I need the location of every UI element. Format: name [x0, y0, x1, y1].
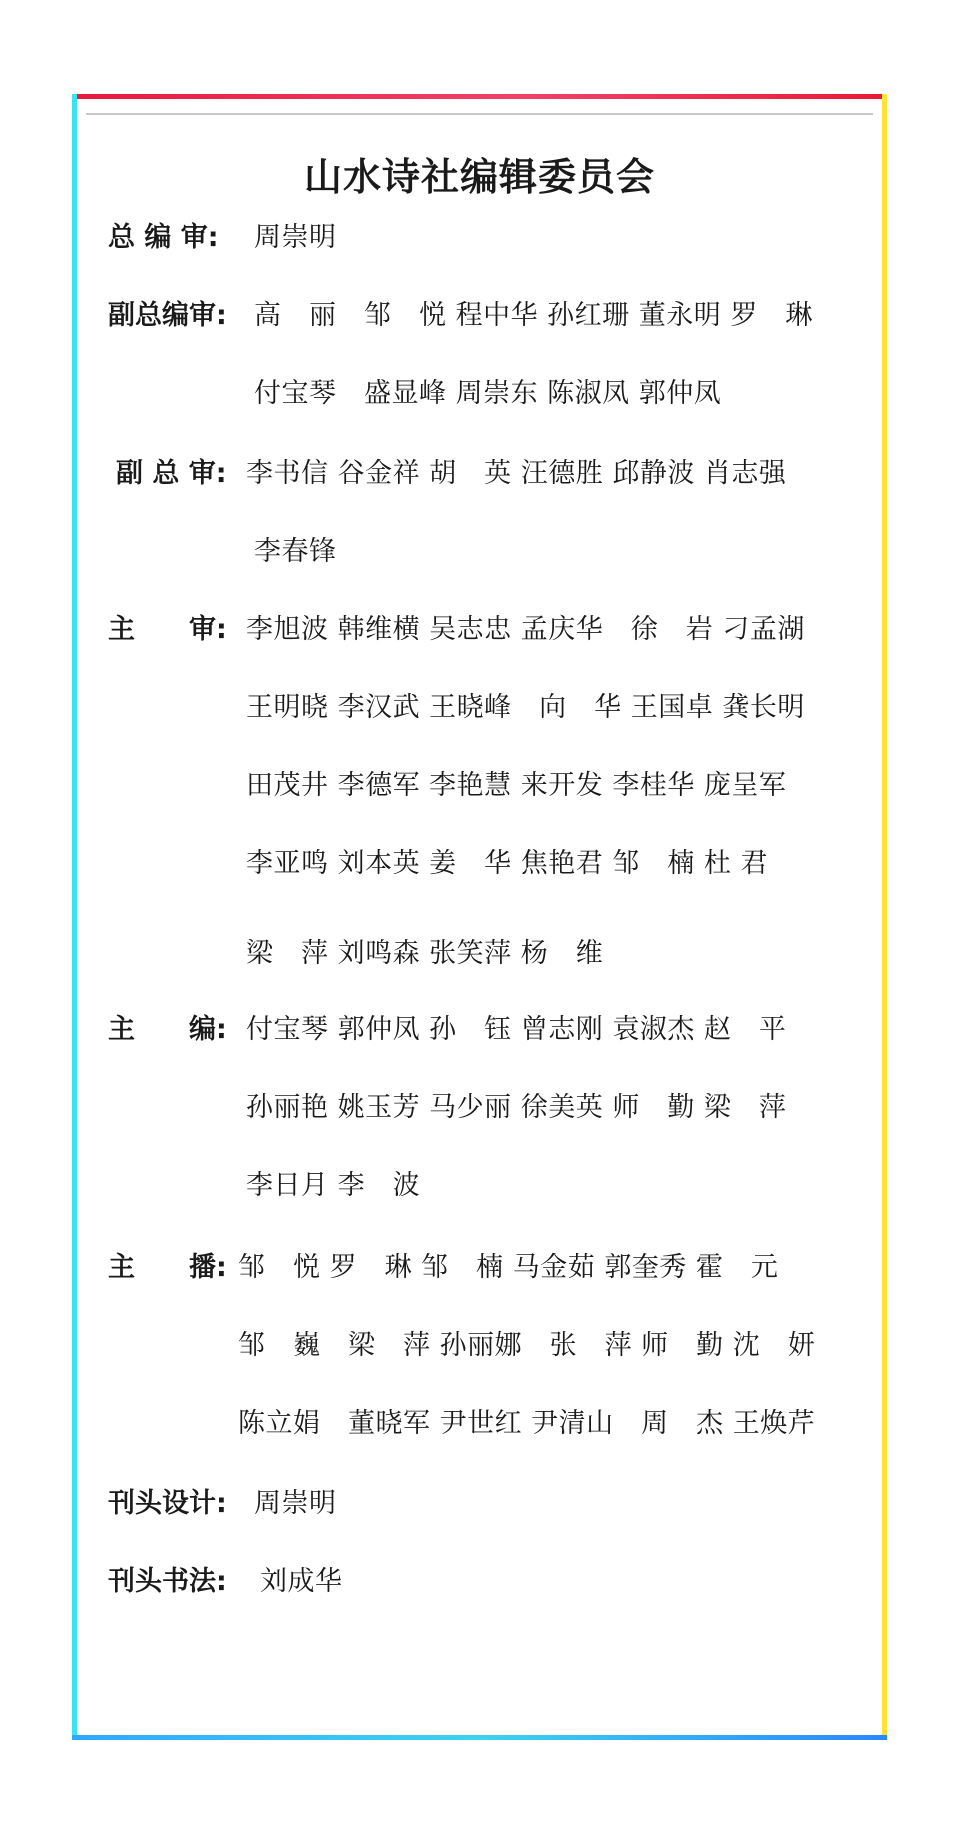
frame-border-bottom [72, 1735, 887, 1740]
frame-border-right [882, 94, 887, 1740]
name-line: 李书信 谷金祥 胡 英 汪德胜 邱静波 肖志强 [246, 458, 787, 489]
page-frame [72, 94, 887, 1740]
section-label: 刊头设计: [108, 1488, 227, 1519]
name-line: 周崇明 [254, 222, 337, 253]
name-line: 李亚鸣 刘本英 姜 华 焦艳君 邹 楠 杜 君 [246, 848, 768, 879]
name-line: 孙丽艳 姚玉芳 马少丽 徐美英 师 勤 梁 萍 [246, 1092, 787, 1123]
frame-border-left [72, 94, 77, 1740]
section-label: 主 播: [108, 1252, 227, 1283]
name-line: 付宝琴 郭仲凤 孙 钰 曾志刚 袁淑杰 赵 平 [246, 1014, 787, 1045]
name-line: 陈立娟 董晓军 尹世红 尹清山 周 杰 王焕芹 [238, 1408, 816, 1439]
section-label: 总 编 审: [108, 222, 219, 253]
name-line: 周崇明 [254, 1488, 337, 1519]
name-line: 田茂井 李德军 李艳慧 来开发 李桂华 庞呈军 [246, 770, 787, 801]
section-label: 刊头书法: [108, 1566, 227, 1597]
name-line: 邹 巍 梁 萍 孙丽娜 张 萍 师 勤 沈 妍 [238, 1330, 816, 1361]
section-label: 主 编: [108, 1014, 227, 1045]
name-line: 付宝琴 盛显峰 周崇东 陈淑凤 郭仲凤 [254, 378, 722, 409]
name-line: 王明晓 李汉武 王晓峰 向 华 王国卓 龚长明 [246, 692, 805, 723]
name-line: 邹 悦 罗 琳 邹 楠 马金茹 郭奎秀 霍 元 [238, 1252, 779, 1283]
name-line: 李日月 李 波 [246, 1170, 421, 1201]
top-divider [86, 113, 873, 115]
section-label: 主 审: [108, 614, 227, 645]
section-label: 副 总 审: [116, 458, 227, 489]
page-title: 山水诗社编辑委员会 [303, 155, 655, 199]
name-line: 李春锋 [254, 536, 337, 567]
frame-border-top [72, 94, 887, 99]
name-line: 李旭波 韩维横 吴志忠 孟庆华 徐 岩 刁孟湖 [246, 614, 805, 645]
name-line: 高 丽 邹 悦 程中华 孙红珊 董永明 罗 琳 [254, 300, 813, 331]
name-line: 刘成华 [260, 1566, 343, 1597]
name-line: 梁 萍 刘鸣森 张笑萍 杨 维 [246, 938, 604, 969]
section-label: 副总编审: [108, 300, 227, 331]
